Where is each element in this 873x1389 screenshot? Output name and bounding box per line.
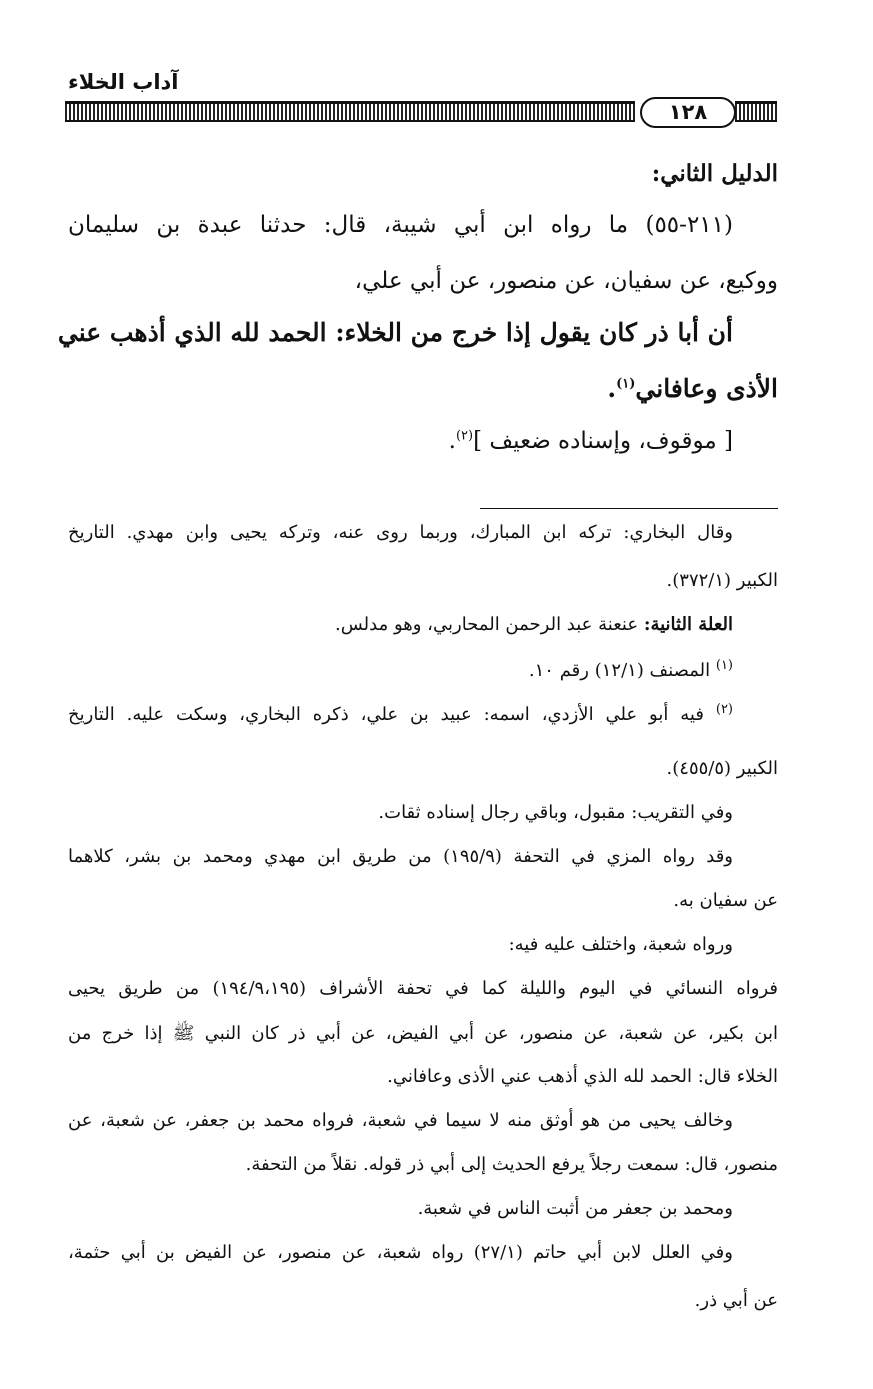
footnote-line-11: فرواه النسائي في اليوم والليلة كما في تحفة الأشراف (١٩٤/٩،١٩٥) من طريق يحيى: [68, 978, 778, 999]
footnote-line-3: [335, 614, 733, 635]
footnote-line-10: ورواه شعبة، واختلف عليه فيه:: [508, 934, 733, 955]
footnote-line-15: منصور، قال: سمعت رجلاً يرفع الحديث إلى أبي ذر قوله. نقلاً من التحفة.: [245, 1154, 778, 1175]
footnote-line-1: وقال البخاري: تركه ابن المبارك، وربما روى عنه، وتركه يحيى وابن مهدي. التاريخ: [68, 522, 733, 543]
verdict-end-punct: .: [448, 428, 456, 454]
section-heading: الدليل الثاني:: [651, 160, 778, 187]
footnote-line-18: عن أبي ذر.: [694, 1290, 778, 1311]
verdict-line: [449, 428, 733, 454]
hadith-line-1: (٢١١-٥٥) ما رواه ابن أبي شيبة، قال: حدثنا عبدة بن سليمان: [68, 212, 733, 238]
header-rule: [65, 101, 635, 122]
footnote-line-14: وخالف يحيى من هو أوثق منه لا سيما في شعبة، فرواه محمد بن جعفر، عن شعبة، عن: [68, 1110, 733, 1131]
footnote-2-text: فيه أبو علي الأزدي، اسمه: عبيد بن علي، ذكره البخاري، وسكت عليه. التاريخ: [68, 704, 704, 725]
matn-end-punct: .: [607, 374, 617, 403]
footnote-line-12: ابن بكير، عن شعبة، عن منصور، عن أبي الفيض، عن أبي ذر كان النبي ﷺ إذا خرج من: [68, 1023, 778, 1044]
footnote-line-8: وقد رواه المزي في التحفة (١٩٥/٩) من طريق ابن مهدي ومحمد بن بشر، كلاهما: [68, 846, 733, 867]
second-defect-label: العلة الثانية:: [643, 614, 733, 635]
footnote-line-2: الكبير (٣٧٢/١).: [666, 570, 778, 591]
second-defect-text: عنعنة عبد الرحمن المحاربي، وهو مدلس.: [335, 614, 639, 635]
matn-line-1: أن أبا ذر كان يقول إذا خرج من الخلاء: الحمد لله الذي أذهب عني: [57, 318, 733, 347]
footnote-line-16: ومحمد بن جعفر من أثبت الناس في شعبة.: [417, 1198, 733, 1219]
footnote-ref-2: (٢): [455, 428, 474, 444]
page-number: ١٢٨: [640, 97, 736, 128]
footnote-2: [68, 702, 733, 725]
matn-text: الأذى وعافاني: [635, 374, 778, 403]
verdict-text: [ موقوف، وإسناده ضعيف ]: [473, 428, 733, 454]
footnote-line-7: وفي التقريب: مقبول، وباقي رجال إسناده ثقات.: [378, 802, 733, 823]
footnote-line-13: الخلاء قال: الحمد لله الذي أذهب عني الأذى وعافاني.: [387, 1066, 778, 1087]
footnote-1-marker: (١): [715, 658, 733, 673]
footnote-separator: [480, 508, 778, 509]
running-header-title: آداب الخلاء: [68, 70, 179, 94]
footnote-ref-1: (١): [616, 376, 636, 392]
footnote-line-17: وفي العلل لابن أبي حاتم (٢٧/١) رواه شعبة، عن منصور، عن الفيض بن أبي حثمة،: [68, 1242, 733, 1263]
footnote-2-marker: (٢): [715, 702, 733, 717]
footnote-line-9: عن سفيان به.: [673, 890, 778, 911]
header-rule-right: [735, 101, 777, 122]
matn-line-2: [607, 374, 778, 403]
hadith-line-2: ووكيع، عن سفيان، عن منصور، عن أبي علي،: [354, 268, 778, 294]
footnote-1-text: المصنف (١٢/١) رقم ١٠.: [528, 660, 711, 681]
footnote-1: [529, 658, 733, 681]
footnote-line-6: الكبير (٤٥٥/٥).: [666, 758, 778, 779]
